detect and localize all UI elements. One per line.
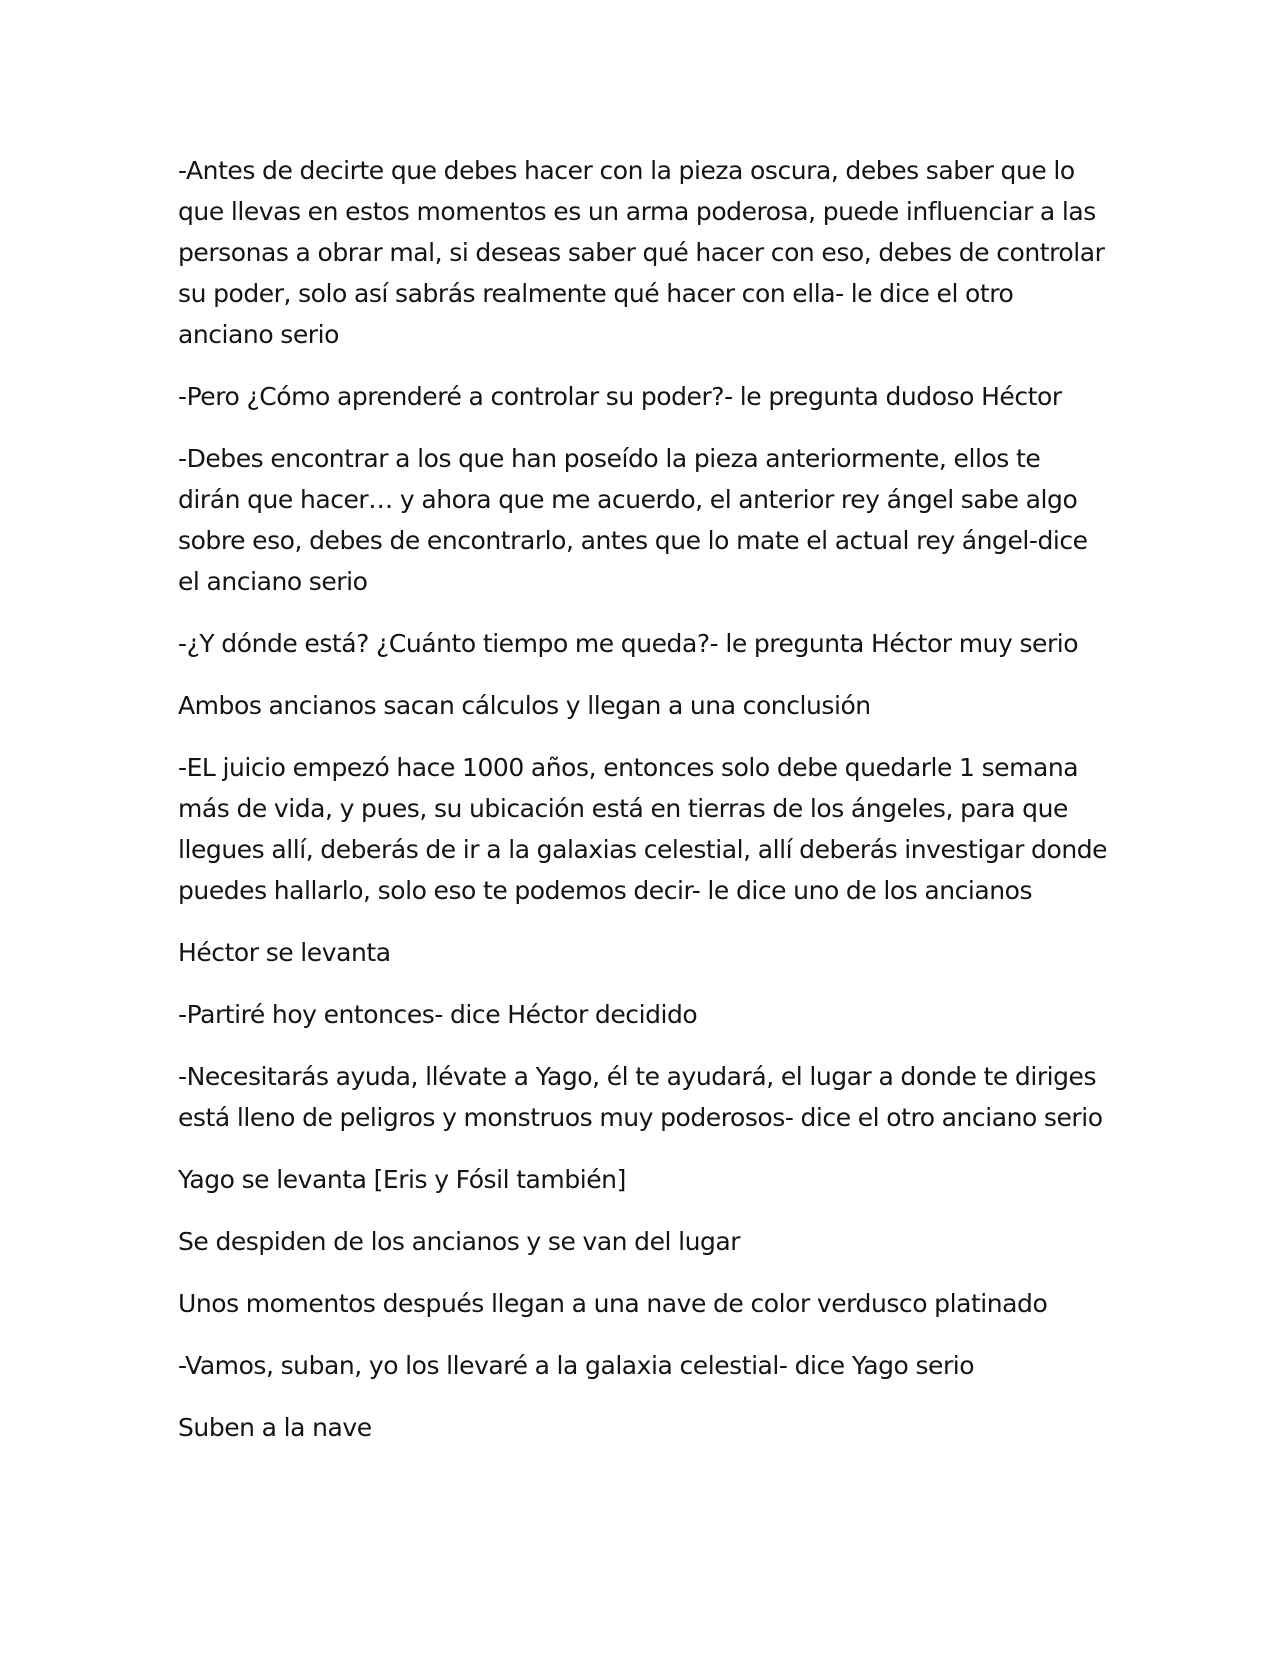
paragraph: -Necesitarás ayuda, llévate a Yago, él te ayudará, el lugar a donde te diriges está lleno de peligros y monstruos muy poderosos- dice el otro anciano serio [178, 1062, 1103, 1132]
document-body [178, 150, 1108, 1469]
paragraph: -Debes encontrar a los que han poseído la pieza anteriormente, ellos te dirán que hacer… y ahora que me acuerdo, el anterior rey ángel sabe algo sobre eso, debes de encontrarlo, antes que lo mate el actual rey ángel-dice el anciano serio [178, 444, 1088, 596]
paragraph: -Antes de decirte que debes hacer con la pieza oscura, debes saber que lo que llevas en estos momentos es un arma poderosa, puede influenciar a las personas a obrar mal, si deseas saber qué hacer con eso, debes de controlar su poder, solo así sabrás realmente qué hacer con ella- le dice el otro anciano serio [178, 156, 1105, 349]
paragraph: Suben a la nave [178, 1413, 372, 1442]
paragraph: Héctor se levanta [178, 938, 391, 967]
paragraph: Unos momentos después llegan a una nave de color verdusco platinado [178, 1289, 1048, 1318]
paragraph: -Vamos, suban, yo los llevaré a la galaxia celestial- dice Yago serio [178, 1351, 975, 1380]
paragraph: -EL juicio empezó hace 1000 años, entonces solo debe quedarle 1 semana más de vida, y pues, su ubicación está en tierras de los ángeles, para que llegues allí, deberás de ir a la galaxias celestial, allí deberás investigar donde puedes hallarlo, solo eso te podemos decir- le dice uno de los ancianos [178, 753, 1108, 905]
paragraph: Yago se levanta [Eris y Fósil también] [178, 1165, 626, 1194]
paragraph: -¿Y dónde está? ¿Cuánto tiempo me queda?- le pregunta Héctor muy serio [178, 629, 1079, 658]
paragraph: Ambos ancianos sacan cálculos y llegan a una conclusión [178, 691, 871, 720]
paragraph: -Pero ¿Cómo aprenderé a controlar su poder?- le pregunta dudoso Héctor [178, 382, 1062, 411]
paragraph: Se despiden de los ancianos y se van del lugar [178, 1227, 741, 1256]
paragraph: -Partiré hoy entonces- dice Héctor decidido [178, 1000, 698, 1029]
